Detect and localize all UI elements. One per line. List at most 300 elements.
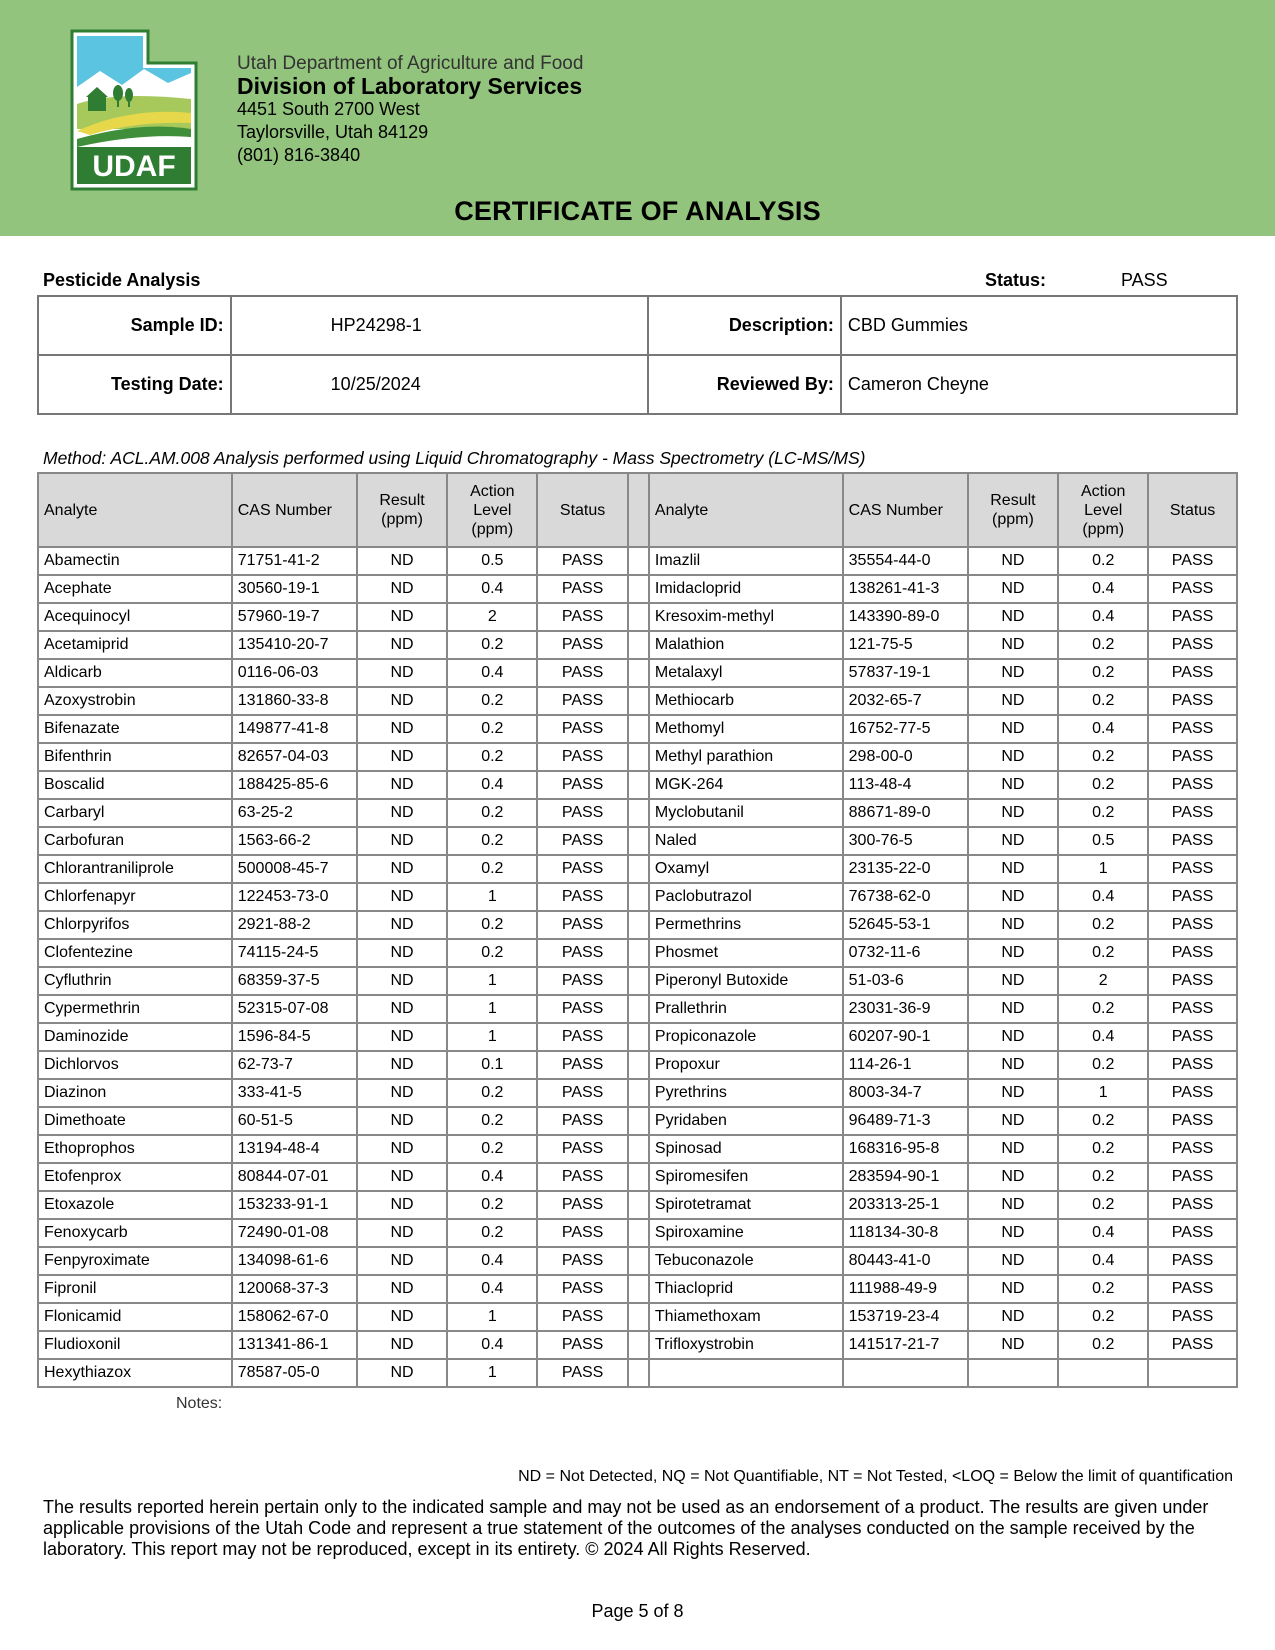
cas-number-cell: 143390-89-0 bbox=[843, 603, 968, 631]
status-cell: PASS bbox=[1148, 687, 1237, 715]
status-cell: PASS bbox=[1148, 883, 1237, 911]
status-cell: PASS bbox=[537, 1191, 628, 1219]
cas-number-cell: 153719-23-4 bbox=[843, 1303, 968, 1331]
action-level-cell: 1 bbox=[1058, 855, 1148, 883]
col-header-result bbox=[357, 473, 448, 547]
table-row bbox=[38, 687, 1237, 715]
status-cell: PASS bbox=[1148, 855, 1237, 883]
result-cell: ND bbox=[968, 687, 1059, 715]
table-row bbox=[38, 1191, 1237, 1219]
col-header-analyte: Analyte bbox=[649, 473, 843, 547]
col-header-action-line: (ppm) bbox=[1082, 520, 1125, 538]
status-cell: PASS bbox=[537, 799, 628, 827]
result-cell: ND bbox=[968, 911, 1059, 939]
col-header-result-line: Result bbox=[379, 492, 425, 509]
status-label: Status: bbox=[985, 270, 1047, 290]
action-level-cell: 0.2 bbox=[1058, 995, 1148, 1023]
cas-number-cell: 62-73-7 bbox=[232, 1051, 357, 1079]
status-cell: PASS bbox=[537, 1359, 628, 1387]
result-cell: ND bbox=[357, 1079, 448, 1107]
col-header-status: Status bbox=[1148, 473, 1237, 547]
cas-number-cell: 16752-77-5 bbox=[843, 715, 968, 743]
action-level-cell: 0.2 bbox=[447, 687, 537, 715]
table-header-row bbox=[38, 473, 1237, 547]
result-cell: ND bbox=[357, 547, 448, 575]
column-spacer bbox=[628, 799, 649, 827]
action-level-cell: 1 bbox=[447, 967, 537, 995]
cas-number-cell: 121-75-5 bbox=[843, 631, 968, 659]
cas-number-cell: 13194-48-4 bbox=[232, 1135, 357, 1163]
table-row bbox=[38, 1303, 1237, 1331]
page-number: Page 5 of 8 bbox=[591, 1601, 684, 1621]
result-cell: ND bbox=[968, 1163, 1059, 1191]
action-level-cell: 0.4 bbox=[447, 1275, 537, 1303]
column-spacer bbox=[628, 1219, 649, 1247]
cas-number-cell bbox=[843, 1359, 968, 1387]
col-header-result-line: (ppm) bbox=[992, 511, 1034, 528]
analyte-cell: Naled bbox=[649, 827, 843, 855]
action-level-cell: 0.4 bbox=[447, 659, 537, 687]
status-cell: PASS bbox=[537, 967, 628, 995]
result-cell: ND bbox=[357, 1163, 448, 1191]
action-level-cell: 0.4 bbox=[1058, 1247, 1148, 1275]
analyte-cell: Paclobutrazol bbox=[649, 883, 843, 911]
status-cell: PASS bbox=[537, 771, 628, 799]
table-row bbox=[38, 631, 1237, 659]
analyte-cell: Clofentezine bbox=[38, 939, 232, 967]
status-cell: PASS bbox=[1148, 1191, 1237, 1219]
status-cell: PASS bbox=[1148, 827, 1237, 855]
cas-number-cell: 0732-11-6 bbox=[843, 939, 968, 967]
action-level-cell: 0.4 bbox=[1058, 1219, 1148, 1247]
result-cell: ND bbox=[357, 1051, 448, 1079]
cas-number-cell: 96489-71-3 bbox=[843, 1107, 968, 1135]
result-cell: ND bbox=[357, 1247, 448, 1275]
result-cell: ND bbox=[357, 659, 448, 687]
status-cell: PASS bbox=[1148, 1303, 1237, 1331]
analyte-cell: Dichlorvos bbox=[38, 1051, 232, 1079]
result-cell: ND bbox=[357, 1219, 448, 1247]
col-header-cas: CAS Number bbox=[843, 473, 968, 547]
cas-number-cell: 141517-21-7 bbox=[843, 1331, 968, 1359]
cas-number-cell: 1563-66-2 bbox=[232, 827, 357, 855]
analyte-cell: Pyrethrins bbox=[649, 1079, 843, 1107]
cas-number-cell: 135410-20-7 bbox=[232, 631, 357, 659]
cas-number-cell: 68359-37-5 bbox=[232, 967, 357, 995]
analyte-cell bbox=[649, 1359, 843, 1387]
result-cell: ND bbox=[357, 631, 448, 659]
result-cell: ND bbox=[968, 1247, 1059, 1275]
column-spacer bbox=[628, 1163, 649, 1191]
analyte-cell: Methomyl bbox=[649, 715, 843, 743]
column-spacer bbox=[628, 473, 649, 547]
status-cell: PASS bbox=[1148, 1107, 1237, 1135]
table-row bbox=[38, 1023, 1237, 1051]
result-cell: ND bbox=[968, 1023, 1059, 1051]
status-cell: PASS bbox=[537, 855, 628, 883]
status-cell: PASS bbox=[1148, 1135, 1237, 1163]
action-level-cell: 1 bbox=[447, 995, 537, 1023]
result-cell: ND bbox=[357, 1023, 448, 1051]
table-row bbox=[38, 1219, 1237, 1247]
status-cell: PASS bbox=[1148, 939, 1237, 967]
action-level-cell: 0.2 bbox=[447, 1191, 537, 1219]
analyte-cell: Abamectin bbox=[38, 547, 232, 575]
status-cell: PASS bbox=[1148, 715, 1237, 743]
status-cell: PASS bbox=[537, 575, 628, 603]
status-cell: PASS bbox=[1148, 631, 1237, 659]
column-spacer bbox=[628, 995, 649, 1023]
table-row bbox=[38, 575, 1237, 603]
cas-number-cell: 114-26-1 bbox=[843, 1051, 968, 1079]
result-cell: ND bbox=[968, 1107, 1059, 1135]
table-row bbox=[38, 1331, 1237, 1359]
result-cell: ND bbox=[357, 967, 448, 995]
column-spacer bbox=[628, 1331, 649, 1359]
analyte-cell: Spiroxamine bbox=[649, 1219, 843, 1247]
analyte-cell: Spinosad bbox=[649, 1135, 843, 1163]
sample-info-table bbox=[37, 295, 1238, 415]
table-row bbox=[38, 1135, 1237, 1163]
disclaimer-text: The results reported herein pertain only to the indicated sample and may not be used as an endorsement of a product. The results are given under applicable provisions of the Utah Code and represent a true statement of the outcomes of the analyses conducted on the sample received by the laboratory. This report may not be reproduced, except in its entirety. © 2024 All Rights Reserved. bbox=[43, 1497, 1209, 1559]
table-row bbox=[38, 1079, 1237, 1107]
analyte-cell: Methiocarb bbox=[649, 687, 843, 715]
status-cell: PASS bbox=[1148, 1275, 1237, 1303]
cas-number-cell: 57960-19-7 bbox=[232, 603, 357, 631]
cas-number-cell: 283594-90-1 bbox=[843, 1163, 968, 1191]
cas-number-cell: 500008-45-7 bbox=[232, 855, 357, 883]
cas-number-cell: 120068-37-3 bbox=[232, 1275, 357, 1303]
sample-id-value: HP24298-1 bbox=[231, 296, 648, 355]
action-level-cell: 0.2 bbox=[1058, 1163, 1148, 1191]
column-spacer bbox=[628, 687, 649, 715]
table-row bbox=[38, 939, 1237, 967]
cas-number-cell: 35554-44-0 bbox=[843, 547, 968, 575]
column-spacer bbox=[628, 1107, 649, 1135]
result-cell: ND bbox=[968, 855, 1059, 883]
action-level-cell: 0.2 bbox=[1058, 1191, 1148, 1219]
action-level-cell: 0.2 bbox=[1058, 547, 1148, 575]
status-cell: PASS bbox=[1148, 547, 1237, 575]
column-spacer bbox=[628, 1191, 649, 1219]
status-cell: PASS bbox=[537, 911, 628, 939]
cas-number-cell: 23031-36-9 bbox=[843, 995, 968, 1023]
col-header-action-level bbox=[1058, 473, 1148, 547]
status-cell: PASS bbox=[537, 1107, 628, 1135]
status-value: PASS bbox=[1121, 270, 1168, 290]
column-spacer bbox=[628, 1051, 649, 1079]
cas-number-cell: 2032-65-7 bbox=[843, 687, 968, 715]
table-row bbox=[38, 799, 1237, 827]
logo-tree bbox=[125, 88, 133, 102]
analyte-cell: Carbofuran bbox=[38, 827, 232, 855]
result-cell: ND bbox=[357, 743, 448, 771]
action-level-cell: 0.2 bbox=[1058, 1331, 1148, 1359]
result-cell: ND bbox=[357, 1107, 448, 1135]
cas-number-cell: 80443-41-0 bbox=[843, 1247, 968, 1275]
action-level-cell: 0.4 bbox=[447, 1331, 537, 1359]
organization-block bbox=[237, 52, 583, 167]
cas-number-cell: 188425-85-6 bbox=[232, 771, 357, 799]
result-cell: ND bbox=[968, 1331, 1059, 1359]
cas-number-cell: 131341-86-1 bbox=[232, 1331, 357, 1359]
status-cell: PASS bbox=[1148, 1023, 1237, 1051]
status-cell: PASS bbox=[1148, 995, 1237, 1023]
result-cell: ND bbox=[968, 1219, 1059, 1247]
result-cell: ND bbox=[357, 1191, 448, 1219]
action-level-cell: 0.2 bbox=[1058, 687, 1148, 715]
result-cell: ND bbox=[357, 575, 448, 603]
action-level-cell: 0.4 bbox=[1058, 603, 1148, 631]
table-row bbox=[38, 1163, 1237, 1191]
result-cell: ND bbox=[968, 715, 1059, 743]
table-row bbox=[38, 1247, 1237, 1275]
action-level-cell: 1 bbox=[447, 1359, 537, 1387]
analyte-cell: Thiacloprid bbox=[649, 1275, 843, 1303]
reviewed-by-value: Cameron Cheyne bbox=[841, 355, 1237, 414]
status-cell: PASS bbox=[537, 939, 628, 967]
analyte-cell: Bifenthrin bbox=[38, 743, 232, 771]
column-spacer bbox=[628, 631, 649, 659]
action-level-cell: 0.2 bbox=[447, 1079, 537, 1107]
column-spacer bbox=[628, 575, 649, 603]
action-level-cell: 1 bbox=[1058, 1079, 1148, 1107]
logo-barn bbox=[88, 95, 106, 111]
analyte-cell: Bifenazate bbox=[38, 715, 232, 743]
analyte-cell: Myclobutanil bbox=[649, 799, 843, 827]
analyte-cell: Methyl parathion bbox=[649, 743, 843, 771]
result-cell: ND bbox=[357, 1135, 448, 1163]
result-cell: ND bbox=[968, 939, 1059, 967]
status-cell: PASS bbox=[1148, 1079, 1237, 1107]
action-level-cell: 1 bbox=[447, 883, 537, 911]
status-cell: PASS bbox=[537, 1023, 628, 1051]
cas-number-cell: 122453-73-0 bbox=[232, 883, 357, 911]
action-level-cell: 0.4 bbox=[447, 1247, 537, 1275]
table-row bbox=[38, 883, 1237, 911]
status-cell: PASS bbox=[537, 1247, 628, 1275]
status-cell: PASS bbox=[1148, 799, 1237, 827]
result-cell: ND bbox=[968, 547, 1059, 575]
column-spacer bbox=[628, 1079, 649, 1107]
table-row bbox=[38, 1107, 1237, 1135]
col-header-analyte: Analyte bbox=[38, 473, 232, 547]
result-cell: ND bbox=[968, 1275, 1059, 1303]
table-row bbox=[38, 995, 1237, 1023]
status-cell: PASS bbox=[1148, 603, 1237, 631]
col-header-action-line: (ppm) bbox=[471, 520, 514, 538]
action-level-cell: 0.2 bbox=[1058, 1303, 1148, 1331]
action-level-cell: 0.2 bbox=[1058, 659, 1148, 687]
section-title: Pesticide Analysis bbox=[43, 270, 201, 290]
cas-number-cell: 134098-61-6 bbox=[232, 1247, 357, 1275]
analyte-cell: Imazlil bbox=[649, 547, 843, 575]
column-spacer bbox=[628, 1135, 649, 1163]
status-cell: PASS bbox=[537, 1331, 628, 1359]
action-level-cell: 0.2 bbox=[447, 911, 537, 939]
status-cell: PASS bbox=[537, 659, 628, 687]
analyte-cell: Acetamiprid bbox=[38, 631, 232, 659]
column-spacer bbox=[628, 827, 649, 855]
status-cell: PASS bbox=[537, 687, 628, 715]
action-level-cell: 0.4 bbox=[1058, 715, 1148, 743]
action-level-cell: 0.4 bbox=[1058, 883, 1148, 911]
status-cell: PASS bbox=[1148, 1051, 1237, 1079]
action-level-cell: 0.2 bbox=[1058, 631, 1148, 659]
analyte-cell: Chlorpyrifos bbox=[38, 911, 232, 939]
action-level-cell: 0.4 bbox=[447, 575, 537, 603]
col-header-action-level bbox=[447, 473, 537, 547]
column-spacer bbox=[628, 911, 649, 939]
column-spacer bbox=[628, 771, 649, 799]
cas-number-cell: 52645-53-1 bbox=[843, 911, 968, 939]
column-spacer bbox=[628, 883, 649, 911]
phone-number: (801) 816-3840 bbox=[237, 145, 361, 165]
result-cell: ND bbox=[357, 939, 448, 967]
cas-number-cell: 111988-49-9 bbox=[843, 1275, 968, 1303]
status-cell: PASS bbox=[1148, 743, 1237, 771]
table-row bbox=[38, 547, 1237, 575]
table-row bbox=[38, 967, 1237, 995]
action-level-cell: 0.2 bbox=[1058, 771, 1148, 799]
cas-number-cell: 76738-62-0 bbox=[843, 883, 968, 911]
result-cell: ND bbox=[357, 827, 448, 855]
column-spacer bbox=[628, 1275, 649, 1303]
result-cell: ND bbox=[968, 1191, 1059, 1219]
analyte-cell: MGK-264 bbox=[649, 771, 843, 799]
analyte-cell: Cyfluthrin bbox=[38, 967, 232, 995]
analyte-cell: Oxamyl bbox=[649, 855, 843, 883]
action-level-cell: 1 bbox=[447, 1303, 537, 1331]
result-cell: ND bbox=[357, 995, 448, 1023]
status-cell: PASS bbox=[537, 1051, 628, 1079]
column-spacer bbox=[628, 547, 649, 575]
testing-date-label: Testing Date: bbox=[38, 355, 231, 414]
status-cell: PASS bbox=[537, 1135, 628, 1163]
cas-number-cell: 82657-04-03 bbox=[232, 743, 357, 771]
column-spacer bbox=[628, 855, 649, 883]
results-body bbox=[38, 547, 1237, 1387]
analyte-cell: Etofenprox bbox=[38, 1163, 232, 1191]
cas-number-cell: 131860-33-8 bbox=[232, 687, 357, 715]
abbreviation-legend: ND = Not Detected, NQ = Not Quantifiable, NT = Not Tested, <LOQ = Below the limit of quantification bbox=[518, 1468, 1233, 1485]
analyte-cell: Imidacloprid bbox=[649, 575, 843, 603]
action-level-cell: 0.2 bbox=[447, 1135, 537, 1163]
cas-number-cell: 52315-07-08 bbox=[232, 995, 357, 1023]
analyte-cell: Spirotetramat bbox=[649, 1191, 843, 1219]
result-cell: ND bbox=[968, 883, 1059, 911]
action-level-cell: 0.2 bbox=[1058, 1275, 1148, 1303]
analyte-cell: Fipronil bbox=[38, 1275, 232, 1303]
cas-number-cell: 60-51-5 bbox=[232, 1107, 357, 1135]
status-cell: PASS bbox=[537, 995, 628, 1023]
cas-number-cell: 71751-41-2 bbox=[232, 547, 357, 575]
status-cell: PASS bbox=[537, 1079, 628, 1107]
action-level-cell: 0.2 bbox=[447, 631, 537, 659]
result-cell: ND bbox=[968, 575, 1059, 603]
status-cell: PASS bbox=[537, 883, 628, 911]
result-cell: ND bbox=[968, 827, 1059, 855]
status-cell: PASS bbox=[1148, 659, 1237, 687]
reviewed-by-label: Reviewed By: bbox=[648, 355, 841, 414]
department-name: Utah Department of Agriculture and Food bbox=[237, 53, 584, 74]
result-cell: ND bbox=[968, 799, 1059, 827]
result-cell: ND bbox=[968, 771, 1059, 799]
action-level-cell bbox=[1058, 1359, 1148, 1387]
description-label: Description: bbox=[648, 296, 841, 355]
status-cell: PASS bbox=[1148, 911, 1237, 939]
analyte-cell: Fludioxonil bbox=[38, 1331, 232, 1359]
info-row bbox=[38, 355, 1237, 414]
action-level-cell: 0.2 bbox=[447, 715, 537, 743]
column-spacer bbox=[628, 1023, 649, 1051]
info-row bbox=[38, 296, 1237, 355]
analyte-cell: Propoxur bbox=[649, 1051, 843, 1079]
status-cell: PASS bbox=[1148, 1331, 1237, 1359]
cas-number-cell: 138261-41-3 bbox=[843, 575, 968, 603]
logo-text: UDAF bbox=[92, 150, 176, 183]
status-cell: PASS bbox=[537, 827, 628, 855]
cas-number-cell: 2921-88-2 bbox=[232, 911, 357, 939]
column-spacer bbox=[628, 939, 649, 967]
analyte-cell: Piperonyl Butoxide bbox=[649, 967, 843, 995]
result-cell: ND bbox=[357, 883, 448, 911]
table-row bbox=[38, 1275, 1237, 1303]
result-cell: ND bbox=[968, 1079, 1059, 1107]
action-level-cell: 0.2 bbox=[1058, 1107, 1148, 1135]
cas-number-cell: 78587-05-0 bbox=[232, 1359, 357, 1387]
analyte-cell: Carbaryl bbox=[38, 799, 232, 827]
cas-number-cell: 300-76-5 bbox=[843, 827, 968, 855]
action-level-cell: 1 bbox=[447, 1023, 537, 1051]
analyte-cell: Phosmet bbox=[649, 939, 843, 967]
cas-number-cell: 118134-30-8 bbox=[843, 1219, 968, 1247]
table-row bbox=[38, 771, 1237, 799]
analyte-cell: Metalaxyl bbox=[649, 659, 843, 687]
action-level-cell: 0.2 bbox=[447, 1219, 537, 1247]
analyte-cell: Kresoxim-methyl bbox=[649, 603, 843, 631]
column-spacer bbox=[628, 1247, 649, 1275]
result-cell bbox=[968, 1359, 1059, 1387]
status-cell: PASS bbox=[537, 1303, 628, 1331]
cas-number-cell: 60207-90-1 bbox=[843, 1023, 968, 1051]
result-cell: ND bbox=[357, 799, 448, 827]
result-cell: ND bbox=[357, 911, 448, 939]
analyte-cell: Daminozide bbox=[38, 1023, 232, 1051]
result-cell: ND bbox=[968, 743, 1059, 771]
status-cell: PASS bbox=[537, 631, 628, 659]
column-spacer bbox=[628, 659, 649, 687]
cas-number-cell: 333-41-5 bbox=[232, 1079, 357, 1107]
action-level-cell: 0.2 bbox=[1058, 1135, 1148, 1163]
cas-number-cell: 80844-07-01 bbox=[232, 1163, 357, 1191]
action-level-cell: 0.5 bbox=[1058, 827, 1148, 855]
col-header-action-line: Action bbox=[470, 482, 515, 500]
column-spacer bbox=[628, 715, 649, 743]
result-cell: ND bbox=[357, 687, 448, 715]
status-cell: PASS bbox=[537, 715, 628, 743]
analyte-cell: Etoxazole bbox=[38, 1191, 232, 1219]
analyte-cell: Cypermethrin bbox=[38, 995, 232, 1023]
result-cell: ND bbox=[357, 603, 448, 631]
action-level-cell: 0.4 bbox=[1058, 575, 1148, 603]
analyte-cell: Acequinocyl bbox=[38, 603, 232, 631]
analyte-cell: Ethoprophos bbox=[38, 1135, 232, 1163]
action-level-cell: 0.1 bbox=[447, 1051, 537, 1079]
cas-number-cell: 72490-01-08 bbox=[232, 1219, 357, 1247]
action-level-cell: 0.2 bbox=[1058, 939, 1148, 967]
cas-number-cell: 298-00-0 bbox=[843, 743, 968, 771]
